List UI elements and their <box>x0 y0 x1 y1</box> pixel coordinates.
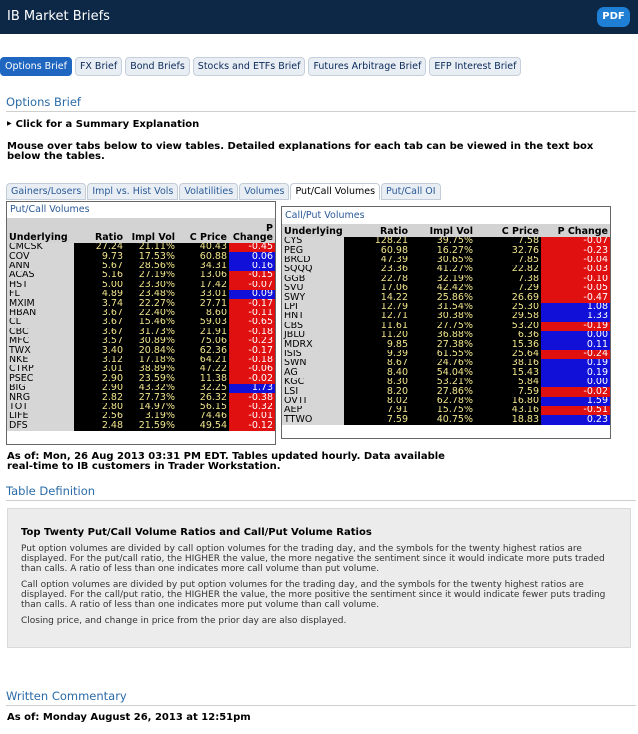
cell-c-price: 34.31 <box>177 262 229 271</box>
tab-put-call-oi[interactable]: Put/Call OI <box>381 183 441 200</box>
cell-p-change: 0.16 <box>229 262 275 271</box>
col-p-change: P Change <box>541 224 610 237</box>
cell-impl-vol: 27.86% <box>410 387 475 396</box>
table-row <box>7 421 275 430</box>
cell-p-change: 0.11 <box>541 340 610 349</box>
cell-impl-vol: 15.75% <box>410 406 475 415</box>
tab-volatilities[interactable]: Volatilities <box>179 183 238 200</box>
tab-options-brief[interactable]: Options Brief <box>0 57 72 76</box>
cell-p-change: -0.17 <box>229 299 275 308</box>
cell-p-change: -0.65 <box>229 318 275 327</box>
cell-impl-vol: 27.75% <box>410 322 475 331</box>
cell-c-price: 8.60 <box>177 309 229 318</box>
cell-p-change: -0.19 <box>541 322 610 331</box>
cell-c-price: 32.76 <box>475 246 541 255</box>
table-row <box>282 303 610 312</box>
cell-p-change: 0.19 <box>541 359 610 368</box>
cell-underlying: MFC <box>7 337 74 346</box>
cell-c-price: 7.85 <box>475 256 541 265</box>
cell-ratio: 3.12 <box>74 356 125 365</box>
cell-p-change: -0.12 <box>229 421 275 430</box>
cell-impl-vol: 54.04% <box>410 368 475 377</box>
table-row <box>7 318 275 327</box>
cell-impl-vol: 22.40% <box>125 309 177 318</box>
cell-p-change: 1.08 <box>541 303 610 312</box>
table-row <box>282 265 610 274</box>
table-row <box>282 350 610 359</box>
cell-p-change: -0.32 <box>229 403 275 412</box>
cell-c-price: 7.29 <box>475 284 541 293</box>
cell-underlying: MXIM <box>7 299 74 308</box>
cell-ratio: 2.90 <box>74 374 125 383</box>
table-row <box>7 384 275 393</box>
cell-c-price: 64.21 <box>177 356 229 365</box>
cell-underlying: MDRX <box>282 340 344 349</box>
cell-p-change: -0.45 <box>229 243 275 252</box>
cell-ratio: 5.16 <box>74 271 125 280</box>
cell-ratio: 3.57 <box>74 337 125 346</box>
cell-p-change: 1.59 <box>541 397 610 406</box>
cell-impl-vol: 3.19% <box>125 412 177 421</box>
cell-underlying: ISIS <box>282 350 344 359</box>
cell-impl-vol: 40.75% <box>410 415 475 424</box>
col-ratio: Ratio <box>344 224 410 237</box>
cell-underlying: SQQQ <box>282 265 344 274</box>
cell-c-price: 40.43 <box>177 243 229 252</box>
cell-p-change: -0.04 <box>541 256 610 265</box>
cell-underlying: CL <box>7 318 74 327</box>
cell-ratio: 8.30 <box>344 378 410 387</box>
cell-underlying: LIFE <box>7 412 74 421</box>
cell-ratio: 47.39 <box>344 256 410 265</box>
cell-ratio: 128.21 <box>344 237 410 246</box>
cell-p-change: 1.33 <box>541 312 610 321</box>
cell-ratio: 9.39 <box>344 350 410 359</box>
cell-ratio: 3.67 <box>74 318 125 327</box>
table-row <box>7 346 275 355</box>
cell-impl-vol: 23.48% <box>125 290 177 299</box>
cell-ratio: 27.24 <box>74 243 125 252</box>
cell-underlying: TTWO <box>282 415 344 424</box>
cell-c-price: 21.91 <box>177 328 229 337</box>
call-put-table <box>282 224 610 425</box>
cell-impl-vol: 53.21% <box>410 378 475 387</box>
cell-impl-vol: 17.53% <box>125 252 177 261</box>
cell-p-change: -0.10 <box>541 275 610 284</box>
cell-ratio: 17.06 <box>344 284 410 293</box>
cell-p-change: 0.23 <box>541 415 610 424</box>
cell-ratio: 2.82 <box>74 393 125 402</box>
cell-c-price: 75.06 <box>177 337 229 346</box>
table-row <box>282 359 610 368</box>
table-row <box>282 378 610 387</box>
cell-ratio: 9.73 <box>74 252 125 261</box>
cell-p-change: -0.17 <box>229 346 275 355</box>
cell-impl-vol: 14.97% <box>125 403 177 412</box>
table-row <box>282 340 610 349</box>
col-impl-vol: Impl Vol <box>125 218 177 243</box>
cell-c-price: 18.83 <box>475 415 541 424</box>
cell-c-price: 62.36 <box>177 346 229 355</box>
cell-impl-vol: 24.76% <box>410 359 475 368</box>
col-c-price: C Price <box>475 224 541 237</box>
cell-ratio: 8.67 <box>344 359 410 368</box>
table-row <box>7 252 275 261</box>
tab-bond-briefs[interactable]: Bond Briefs <box>125 57 190 76</box>
table-row <box>282 284 610 293</box>
table-row <box>282 331 610 340</box>
call-put-title: Call/Put Volumes <box>285 210 365 221</box>
cell-c-price: 26.69 <box>475 293 541 302</box>
cell-ratio: 12.71 <box>344 312 410 321</box>
cell-p-change: -0.23 <box>541 246 610 255</box>
table-row <box>7 309 275 318</box>
app-title: IB Market Briefs <box>7 9 110 24</box>
cell-p-change: -0.18 <box>229 328 275 337</box>
cell-p-change: -0.51 <box>541 406 610 415</box>
table-row <box>282 406 610 415</box>
definition-paragraph: Put option volumes are divided by call option volumes for the trading day, and the symbols for the twenty highest ratios are displayed. For the put/call ratio, the HIGHER the value, the more negative the sentiment since it would indicate more puts traded than calls. A ratio of less than one indicates more call volume than put volume. <box>21 544 605 574</box>
cell-ratio: 3.74 <box>74 299 125 308</box>
cell-ratio: 2.48 <box>74 421 125 430</box>
cell-impl-vol: 43.32% <box>125 384 177 393</box>
cell-underlying: CBC <box>7 328 74 337</box>
summary-link[interactable] <box>7 119 199 130</box>
cell-underlying: ANN <box>7 262 74 271</box>
cell-underlying: ACAS <box>7 271 74 280</box>
cell-ratio: 8.20 <box>344 387 410 396</box>
divider <box>6 500 636 501</box>
table-row <box>7 356 275 365</box>
table-tabs <box>6 183 442 202</box>
table-row <box>7 262 275 271</box>
tab-impl-vs-hist-vols[interactable]: Impl vs. Hist Vols <box>87 183 178 200</box>
table-row <box>7 290 275 299</box>
written-commentary-header[interactable]: Written Commentary <box>6 689 127 703</box>
cell-ratio: 4.89 <box>74 290 125 299</box>
cell-c-price: 53.20 <box>475 322 541 331</box>
table-row <box>7 328 275 337</box>
cell-impl-vol: 28.56% <box>125 262 177 271</box>
table-row <box>7 365 275 374</box>
tab-put-call-volumes[interactable]: Put/Call Volumes <box>290 183 380 200</box>
col-ratio: Ratio <box>74 218 125 243</box>
table-row <box>7 281 275 290</box>
cell-underlying: KGC <box>282 378 344 387</box>
cell-underlying: AG <box>282 368 344 377</box>
table-row <box>282 237 610 246</box>
cell-c-price: 17.42 <box>177 281 229 290</box>
cell-p-change: -0.07 <box>541 237 610 246</box>
cell-ratio: 3.67 <box>74 328 125 337</box>
cell-impl-vol: 15.46% <box>125 318 177 327</box>
cell-impl-vol: 32.19% <box>410 275 475 284</box>
cell-underlying: CMCSK <box>7 243 74 252</box>
call-put-panel <box>281 206 611 439</box>
cell-underlying: DFS <box>7 421 74 430</box>
put-call-panel <box>6 201 276 445</box>
divider <box>6 111 636 112</box>
cell-underlying: BRCD <box>282 256 344 265</box>
cell-underlying: FL <box>7 290 74 299</box>
cell-c-price: 5.84 <box>475 378 541 387</box>
cell-c-price: 59.03 <box>177 318 229 327</box>
cell-c-price: 43.16 <box>475 406 541 415</box>
cell-p-change: -0.07 <box>229 281 275 290</box>
cell-impl-vol: 39.75% <box>410 237 475 246</box>
table-row <box>7 299 275 308</box>
cell-c-price: 22.82 <box>475 265 541 274</box>
table-row <box>7 243 275 252</box>
intro-text: Mouse over tabs below to view tables. Detailed explanations for each tab can be viewed in the text box below the tables. <box>7 141 594 162</box>
cell-c-price: 13.06 <box>177 271 229 280</box>
cell-impl-vol: 42.42% <box>410 284 475 293</box>
cell-c-price: 49.54 <box>177 421 229 430</box>
cell-underlying: CTRP <box>7 365 74 374</box>
cell-p-change: -0.11 <box>229 309 275 318</box>
cell-ratio: 3.40 <box>74 346 125 355</box>
brief-tabs <box>0 57 524 77</box>
cell-ratio: 7.59 <box>344 415 410 424</box>
table-row <box>7 271 275 280</box>
cell-ratio: 9.85 <box>344 340 410 349</box>
cell-c-price: 38.16 <box>475 359 541 368</box>
cell-c-price: 7.59 <box>475 387 541 396</box>
put-call-table <box>7 218 275 431</box>
cell-impl-vol: 22.27% <box>125 299 177 308</box>
definition-box <box>7 508 631 648</box>
cell-underlying: PEG <box>282 246 344 255</box>
cell-p-change: -0.05 <box>541 284 610 293</box>
cell-underlying: AEP <box>282 406 344 415</box>
cell-impl-vol: 30.89% <box>125 337 177 346</box>
cell-ratio: 8.40 <box>344 368 410 377</box>
tab-stocks-etfs-brief[interactable]: Stocks and ETFs Brief <box>193 57 306 76</box>
table-definition-header[interactable]: Table Definition <box>6 484 96 498</box>
cell-p-change: -0.38 <box>229 393 275 402</box>
put-call-title: Put/Call Volumes <box>10 204 90 215</box>
cell-underlying: NRG <box>7 393 74 402</box>
cell-ratio: 11.20 <box>344 331 410 340</box>
cell-ratio: 2.90 <box>74 384 125 393</box>
cell-ratio: 22.78 <box>344 275 410 284</box>
cell-c-price: 27.71 <box>177 299 229 308</box>
cell-c-price: 60.88 <box>177 252 229 261</box>
definition-paragraph: Call option volumes are divided by put option volumes for the trading day, and the symbols for the twenty highest ratios are displayed. For the call/put ratio, the HIGHER the value, the more positive the sentiment since it would indicate fewer puts trading than calls. A ratio of less than one indicates more put volume than call volume. <box>21 580 606 610</box>
title-bar <box>0 0 638 34</box>
cell-c-price: 15.36 <box>475 340 541 349</box>
cell-impl-vol: 31.73% <box>125 328 177 337</box>
cell-ratio: 60.98 <box>344 246 410 255</box>
cell-underlying: CBS <box>282 322 344 331</box>
col-p-change: P Change <box>229 218 275 243</box>
cell-c-price: 33.01 <box>177 290 229 299</box>
table-row <box>7 403 275 412</box>
cell-ratio: 11.61 <box>344 322 410 331</box>
cell-underlying: LSI <box>282 387 344 396</box>
cell-c-price: 56.15 <box>177 403 229 412</box>
table-row <box>7 393 275 402</box>
cell-c-price: 74.46 <box>177 412 229 421</box>
cell-underlying: JBLU <box>282 331 344 340</box>
definition-paragraph: Closing price, and change in price from the prior day are also displayed. <box>21 616 347 626</box>
cell-c-price: 25.30 <box>475 303 541 312</box>
cell-c-price: 29.58 <box>475 312 541 321</box>
cell-p-change: 0.00 <box>541 378 610 387</box>
tab-fx-brief[interactable]: FX Brief <box>75 57 122 76</box>
cell-p-change: 0.06 <box>229 252 275 261</box>
table-row <box>282 415 610 424</box>
cell-impl-vol: 30.38% <box>410 312 475 321</box>
call-put-rows <box>282 237 610 425</box>
cell-impl-vol: 21.59% <box>125 421 177 430</box>
col-underlying: Underlying <box>282 224 344 237</box>
divider <box>6 705 636 706</box>
cell-impl-vol: 27.38% <box>410 340 475 349</box>
cell-underlying: HST <box>7 281 74 290</box>
cell-p-change: 0.00 <box>541 331 610 340</box>
cell-p-change: -0.02 <box>541 387 610 396</box>
col-impl-vol: Impl Vol <box>410 224 475 237</box>
cell-underlying: CYS <box>282 237 344 246</box>
cell-c-price: 11.38 <box>177 374 229 383</box>
cell-underlying: TOT <box>7 403 74 412</box>
cell-impl-vol: 41.27% <box>410 265 475 274</box>
table-row <box>282 256 610 265</box>
cell-impl-vol: 23.30% <box>125 281 177 290</box>
table-row <box>7 374 275 383</box>
cell-ratio: 12.79 <box>344 303 410 312</box>
cell-underlying: HNT <box>282 312 344 321</box>
cell-underlying: LPI <box>282 303 344 312</box>
cell-underlying: SVU <box>282 284 344 293</box>
put-call-rows <box>7 243 275 431</box>
cell-p-change: -0.47 <box>541 293 610 302</box>
cell-impl-vol: 17.18% <box>125 356 177 365</box>
cell-p-change: -0.15 <box>229 271 275 280</box>
table-row <box>282 368 610 377</box>
cell-c-price: 16.80 <box>475 397 541 406</box>
table-row <box>282 275 610 284</box>
cell-ratio: 5.67 <box>74 262 125 271</box>
cell-underlying: SWN <box>282 359 344 368</box>
tab-efp-interest-brief[interactable]: EFP Interest Brief <box>429 57 521 76</box>
tables-as-of: As of: Mon, 26 Aug 2013 03:31 PM EDT. Tables updated hourly. Data available real-time to IB customers in Trader Workstation. <box>7 451 445 472</box>
cell-underlying: GGB <box>282 275 344 284</box>
cell-ratio: 14.22 <box>344 293 410 302</box>
cell-c-price: 26.32 <box>177 393 229 402</box>
col-c-price: C Price <box>177 218 229 243</box>
summary-link-label: Click for a Summary Explanation <box>15 119 200 130</box>
cell-impl-vol: 27.19% <box>125 271 177 280</box>
table-row <box>282 293 610 302</box>
cell-underlying: TWX <box>7 346 74 355</box>
cell-p-change: 0.19 <box>541 368 610 377</box>
cell-ratio: 7.91 <box>344 406 410 415</box>
cell-p-change: -0.24 <box>541 350 610 359</box>
cell-c-price: 6.36 <box>475 331 541 340</box>
cell-c-price: 32.25 <box>177 384 229 393</box>
cell-impl-vol: 30.65% <box>410 256 475 265</box>
cell-c-price: 25.64 <box>475 350 541 359</box>
cell-underlying: SWY <box>282 293 344 302</box>
cell-underlying: PSEC <box>7 374 74 383</box>
cell-ratio: 23.36 <box>344 265 410 274</box>
cell-impl-vol: 21.11% <box>125 243 177 252</box>
cell-impl-vol: 25.86% <box>410 293 475 302</box>
bullet-icon: ▶ <box>7 120 12 127</box>
cell-impl-vol: 62.78% <box>410 397 475 406</box>
cell-ratio: 2.80 <box>74 403 125 412</box>
table-row <box>282 312 610 321</box>
cell-p-change: -0.06 <box>229 365 275 374</box>
table-row <box>282 397 610 406</box>
cell-ratio: 2.56 <box>74 412 125 421</box>
cell-impl-vol: 31.54% <box>410 303 475 312</box>
cell-impl-vol: 27.73% <box>125 393 177 402</box>
cell-underlying: OVTI <box>282 397 344 406</box>
cell-ratio: 8.02 <box>344 397 410 406</box>
cell-ratio: 3.67 <box>74 309 125 318</box>
cell-p-change: -0.01 <box>229 412 275 421</box>
cell-c-price: 7.38 <box>475 275 541 284</box>
cell-impl-vol: 20.84% <box>125 346 177 355</box>
cell-impl-vol: 23.59% <box>125 374 177 383</box>
cell-underlying: HBAN <box>7 309 74 318</box>
table-row <box>282 387 610 396</box>
cell-ratio: 5.00 <box>74 281 125 290</box>
tab-volumes[interactable]: Volumes <box>239 183 289 200</box>
cell-impl-vol: 61.55% <box>410 350 475 359</box>
cell-c-price: 47.22 <box>177 365 229 374</box>
section-title: Options Brief <box>6 95 81 109</box>
table-row <box>282 246 610 255</box>
table-row <box>282 322 610 331</box>
definition-title: Top Twenty Put/Call Volume Ratios and Call/Put Volume Ratios <box>21 527 372 538</box>
col-underlying: Underlying <box>7 218 74 243</box>
cell-p-change: -0.02 <box>229 374 275 383</box>
cell-p-change: -0.03 <box>541 265 610 274</box>
cell-impl-vol: 38.89% <box>125 365 177 374</box>
cell-impl-vol: 16.27% <box>410 246 475 255</box>
cell-underlying: NKE <box>7 356 74 365</box>
cell-underlying: BIG <box>7 384 74 393</box>
pdf-button[interactable]: PDF <box>597 7 630 27</box>
tab-futures-arbitrage-brief[interactable]: Futures Arbitrage Brief <box>308 57 426 76</box>
table-row <box>7 337 275 346</box>
cell-p-change: 1.73 <box>229 384 275 393</box>
table-row <box>7 412 275 421</box>
cell-underlying: COV <box>7 252 74 261</box>
cell-p-change: -0.23 <box>229 337 275 346</box>
cell-ratio: 3.01 <box>74 365 125 374</box>
tab-gainers-losers[interactable]: Gainers/Losers <box>6 183 86 200</box>
commentary-as-of: As of: Monday August 26, 2013 at 12:51pm <box>7 712 251 723</box>
cell-impl-vol: 36.88% <box>410 331 475 340</box>
cell-c-price: 15.43 <box>475 368 541 377</box>
cell-c-price: 7.58 <box>475 237 541 246</box>
cell-p-change: -0.18 <box>229 356 275 365</box>
cell-p-change: 0.09 <box>229 290 275 299</box>
